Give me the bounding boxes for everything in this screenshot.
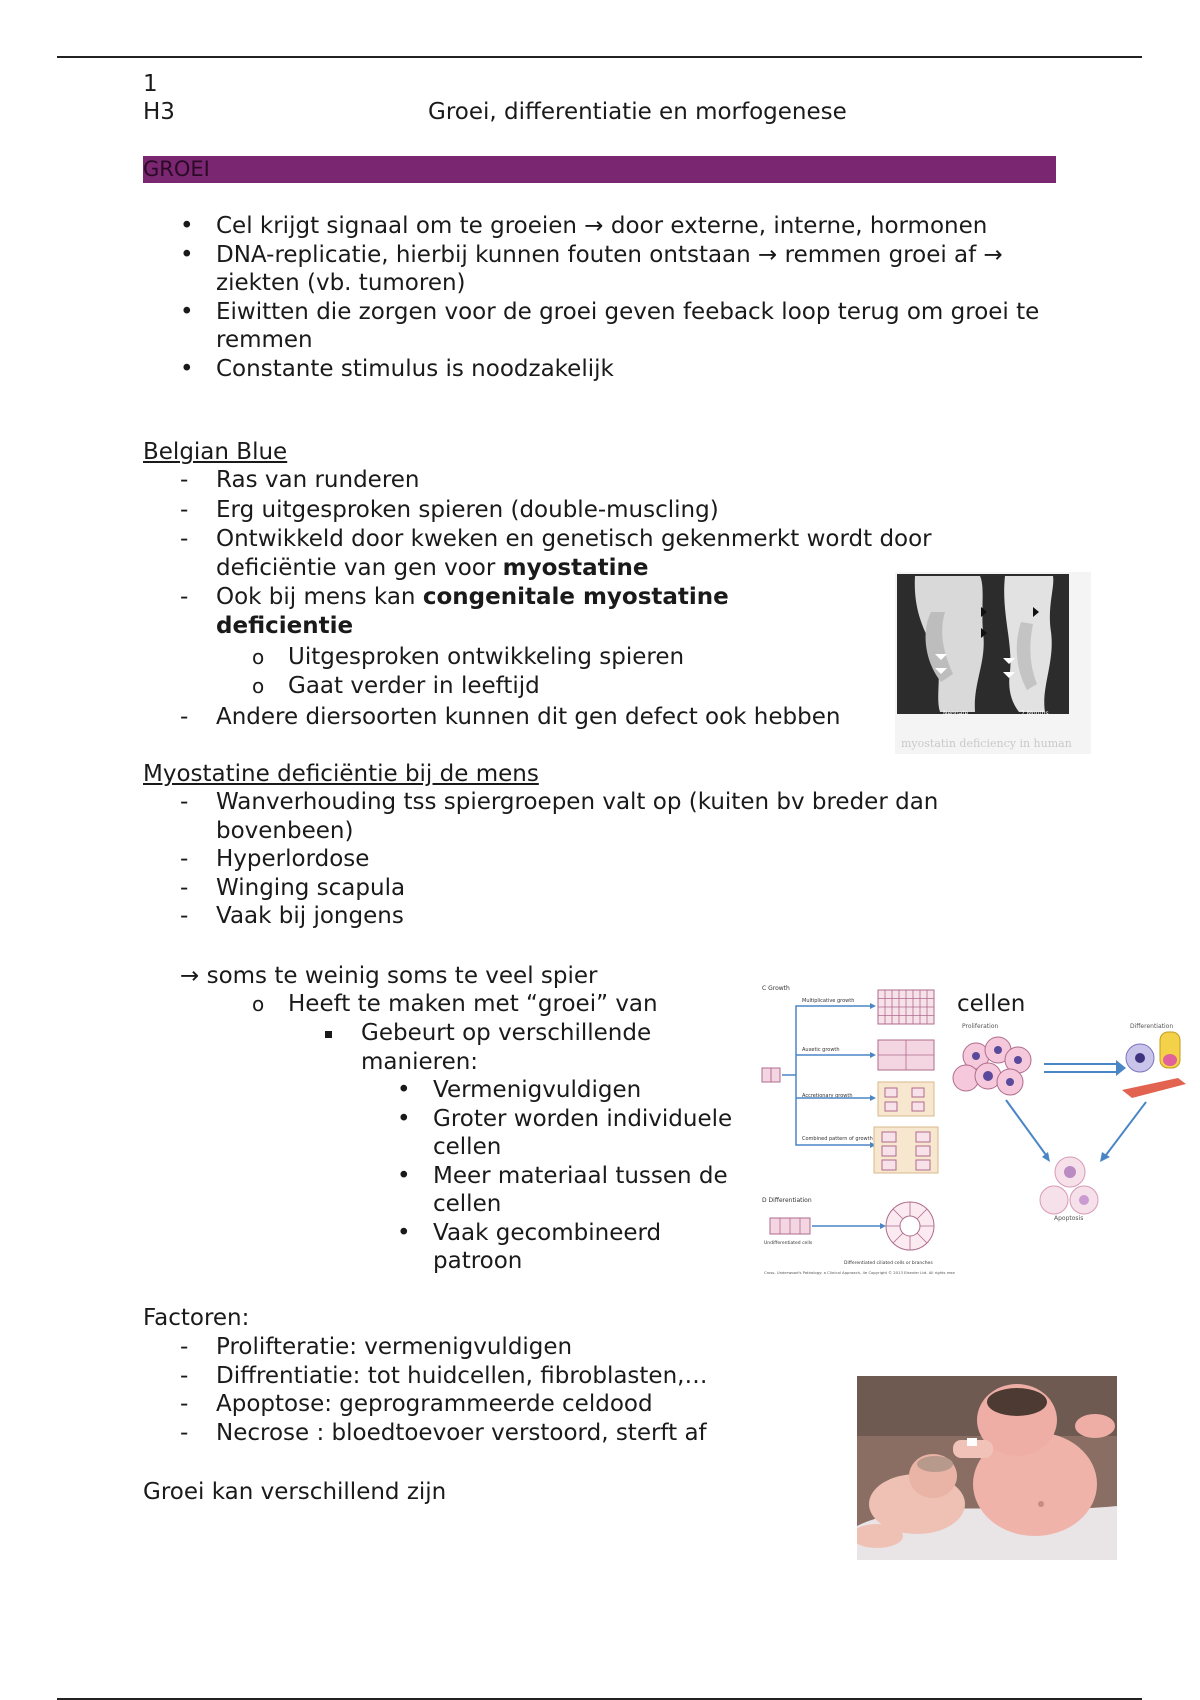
figure-credit: Cross, Underwood's Pathology: a Clinical Approach, 4e Copyright © 2013 Elsevier Ltd. All rights reserved. — [764, 1270, 955, 1275]
myostatin-photo — [895, 572, 1091, 754]
figure-label-neonate: Neonate — [943, 710, 969, 717]
babies-photo — [857, 1376, 1117, 1560]
list-item-text: Ontwikkeld door kweken en genetisch gekenmerkt wordt door deficiëntie van gen voor — [216, 526, 932, 581]
list-item: - Winging scapula — [216, 874, 1026, 903]
list-item: - Hyperlordose — [216, 845, 1026, 874]
belgian-blue-sublist — [288, 643, 684, 700]
apoptosis-label: Apoptosis — [1054, 1215, 1084, 1222]
cell-fate-diagram — [946, 1020, 1192, 1242]
list-item — [216, 583, 776, 640]
list-item: - Andere diersoorten kunnen dit gen defect ook hebben — [216, 703, 840, 732]
page-title: Groei, differentiatie en morfogenese — [428, 99, 847, 125]
section-band-label: GROEI — [143, 157, 210, 181]
list-item: • Groter worden individuele cellen — [433, 1105, 748, 1162]
list-item: - Prolifteratie: vermenigvuldigen — [216, 1333, 707, 1362]
proliferation-label: Proliferation — [962, 1023, 999, 1030]
list-item: • DNA-replicatie, hierbij kunnen fouten ontstaan → remmen groei af → ziekten (vb. tumoren) — [216, 241, 1061, 298]
myostatine-heading: Myostatine deficiëntie bij de mens — [143, 761, 539, 787]
growth-diagram — [760, 980, 955, 1280]
list-item: • Constante stimulus is noodzakelijk — [216, 355, 1061, 384]
list-item: • Cel krijgt signaal om te groeien → door externe, interne, hormonen — [216, 212, 1061, 241]
list-item — [216, 525, 986, 582]
accretionary-label: Accretionary growth — [802, 1093, 853, 1099]
list-item: • Vermenigvuldigen — [433, 1076, 748, 1105]
cell-fate-diagram-svg — [946, 1020, 1192, 1242]
spier-sub-list — [288, 990, 658, 1019]
list-item: • Vaak gecombineerd patroon — [433, 1219, 748, 1276]
congenital-term: congenitale myostatine deficientie — [216, 584, 729, 639]
list-item: - Ras van runderen — [216, 466, 916, 495]
differentiation-label: Differentiation — [1130, 1023, 1174, 1030]
list-item: • Eiwitten die zorgen voor de groei geven feeback loop terug om groei te remmen — [216, 298, 1061, 355]
auxetic-label: Auxetic growth — [802, 1047, 840, 1053]
belgian-blue-heading: Belgian Blue — [143, 439, 288, 465]
factoren-heading: Factoren: — [143, 1305, 250, 1331]
cellen-word: cellen — [957, 991, 1026, 1017]
differentiated-label: Differentiated ciliated cells or branches — [844, 1261, 933, 1266]
list-item: - Diffrentiatie: tot huidcellen, fibroblasten,… — [216, 1362, 707, 1391]
combined-label: Combined pattern of growth — [802, 1136, 873, 1142]
page-number: 1 — [143, 71, 158, 97]
figure-label-7-months: 7 Months — [1021, 710, 1049, 717]
list-item: - Apoptose: geprogrammeerde celdood — [216, 1390, 707, 1419]
section-band-groei — [143, 156, 1056, 183]
top-rule — [57, 56, 1142, 58]
groei-bullet-list — [216, 212, 1061, 383]
growth-method-list — [433, 1076, 748, 1276]
closing-text: Groei kan verschillend zijn — [143, 1479, 447, 1505]
sub-sub-list-item: Gebeurt op verschillende manieren: — [361, 1019, 691, 1076]
factoren-list — [216, 1333, 707, 1447]
list-item: - Erg uitgesproken spieren (double-muscling) — [216, 496, 916, 525]
myostatin-photo-figure — [895, 572, 1091, 754]
chapter-label: H3 — [143, 99, 175, 125]
arrow-statement: → soms te weinig soms te veel spier — [180, 963, 598, 989]
list-item: - Necrose : bloedtoevoer verstoord, sterft af — [216, 1419, 707, 1448]
figure-caption: myostatin deficiency in human — [901, 737, 1072, 750]
list-item: • Meer materiaal tussen de cellen — [433, 1162, 748, 1219]
sub-list-item: o Uitgesproken ontwikkeling spieren — [288, 643, 684, 672]
belgian-blue-list-end — [216, 703, 840, 732]
babies-photo-svg — [857, 1376, 1117, 1560]
multiplicative-label: Multiplicative growth — [802, 998, 855, 1004]
panel-differentiation-label: D Differentiation — [762, 1197, 812, 1204]
belgian-blue-list — [216, 466, 932, 640]
growth-diagram-svg — [760, 980, 955, 1280]
spier-sub-sub-list — [361, 1019, 691, 1076]
sub-list-item: o Heeft te maken met “groei” van — [288, 990, 658, 1019]
myostatine-list — [216, 788, 1026, 931]
sub-list-item: o Gaat verder in leeftijd — [288, 672, 684, 701]
list-item: - Vaak bij jongens — [216, 902, 1026, 931]
panel-growth-label: C Growth — [762, 985, 790, 992]
list-item-text: Ook bij mens kan — [216, 584, 423, 610]
list-item: - Wanverhouding tss spiergroepen valt op (kuiten bv breder dan bovenbeen) — [216, 788, 1026, 845]
undifferentiated-label: Undifferentiated cells — [764, 1241, 813, 1246]
myostatine-term: myostatine — [502, 554, 649, 581]
